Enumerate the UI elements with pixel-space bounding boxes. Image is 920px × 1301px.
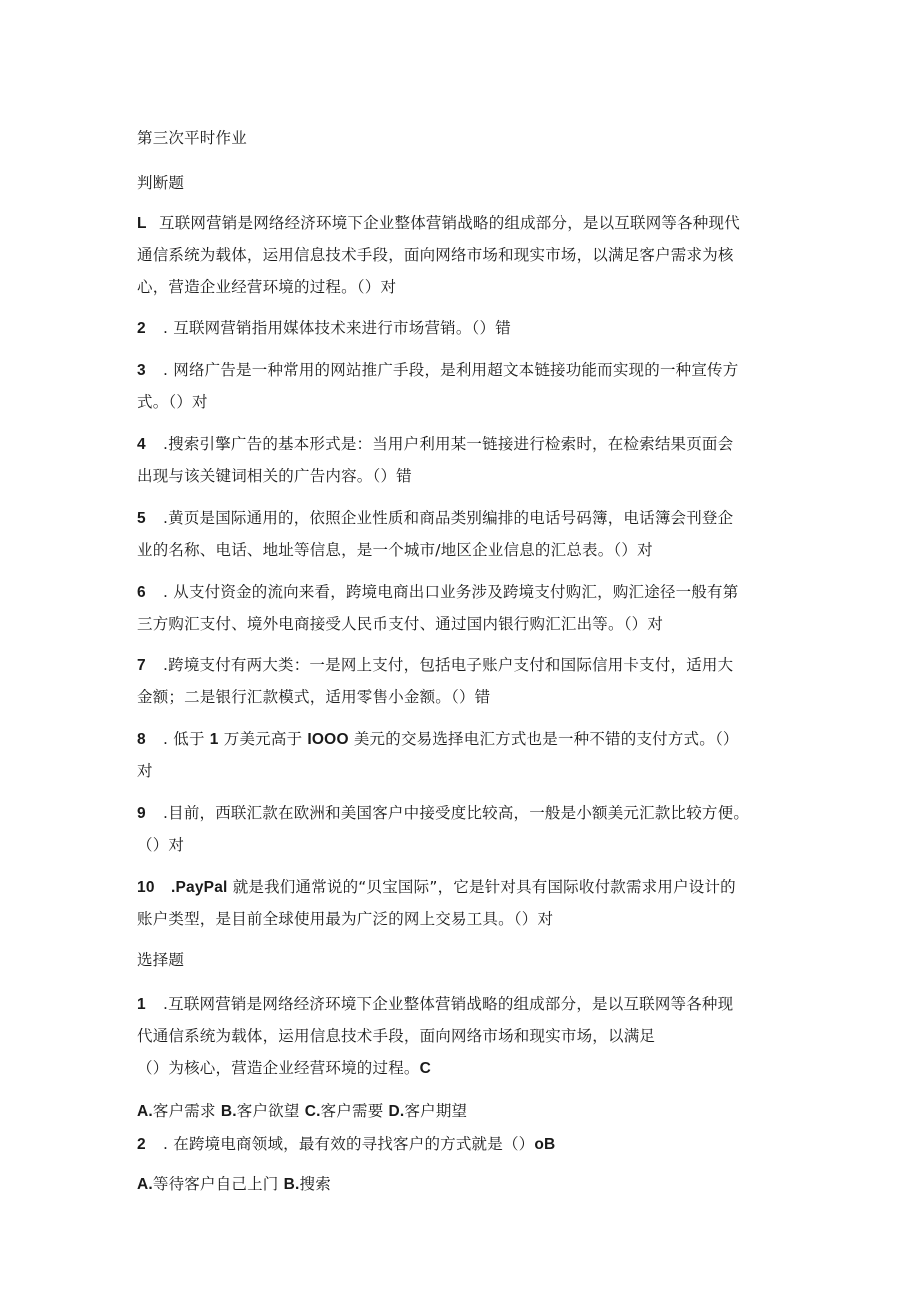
question-number: 7	[137, 657, 146, 674]
tf-question-5-line-2: 业的名称、电话、地址等信息，是一个城市/地区企业信息的汇总表。（）对	[137, 541, 653, 559]
option-text: 客户欲望	[236, 1102, 305, 1120]
question-number: 2	[137, 320, 146, 337]
tf-question-1-line-1: L 互联网营销是网络经济环境下企业整体营销战略的组成部分，是以互联网等各种现代	[137, 214, 740, 232]
option-key: D.	[388, 1103, 405, 1120]
tf-question-1-line-2: 通信系统为载体，运用信息技术手段，面向网络市场和现实市场，以满足客户需求为核	[137, 246, 734, 264]
section-heading-multiple-choice: 选择题	[137, 951, 185, 969]
tf-question-10-line-2: 账户类型，是目前全球使用最为广泛的网上交易工具。（）对	[137, 910, 554, 928]
tf-question-9-line-2: （）对	[137, 836, 185, 854]
tf-question-7-line-2: 金额；二是银行汇款模式，适用零售小金额。（）错	[137, 688, 491, 706]
question-number: 9	[137, 805, 146, 822]
tf-question-2-line-1: 2 . 互联网营销指用媒体技术来进行市场营销。（）错	[137, 319, 511, 337]
question-number: 5	[137, 510, 146, 527]
question-number: 1	[137, 996, 146, 1013]
mc-question-1-line-2: 代通信系统为载体，运用信息技术手段，面向网络市场和现实市场，以满足	[137, 1027, 656, 1045]
question-number: L	[137, 215, 147, 232]
option-text: 等待客户自己上门	[152, 1175, 284, 1193]
option-text: 客户需要	[320, 1102, 389, 1120]
tf-question-10-line-1: 10 .PayPal 就是我们通常说的“贝宝国际”，它是针对具有国际收付款需求用户设计的	[137, 878, 736, 896]
option-key: C.	[304, 1103, 321, 1120]
question-number: 10	[137, 879, 155, 896]
answer-key: C	[419, 1060, 432, 1077]
option-key: A.	[137, 1176, 153, 1193]
question-number: 8	[137, 731, 146, 748]
tf-question-1-line-3: 心，营造企业经营环境的过程。（）对	[137, 278, 397, 296]
tf-question-5-line-1: 5 .黄页是国际通用的，依照企业性质和商品类别编排的电话号码簿，电话簿会刊登企	[137, 509, 734, 527]
tf-question-6-line-2: 三方购汇支付、境外电商接受人民币支付、通过国内银行购汇汇出等。（）对	[137, 615, 664, 633]
document-title: 第三次平时作业	[137, 129, 247, 147]
question-number: 2	[137, 1136, 146, 1153]
question-number: 6	[137, 584, 146, 601]
question-number: 3	[137, 362, 146, 379]
option-text: 客户需求	[152, 1102, 221, 1120]
option-key: B.	[220, 1103, 237, 1120]
mc-question-1-options	[137, 1101, 467, 1122]
tf-question-3-line-2: 式。（）对	[137, 393, 208, 411]
tf-question-8-line-1: 8 . 低于 1 万美元高于 IOOO 美元的交易选择电汇方式也是一种不错的支付方式。（）	[137, 730, 739, 748]
option-key: A.	[137, 1103, 153, 1120]
tf-question-9-line-1: 9 .目前，西联汇款在欧洲和美国客户中接受度比较高，一般是小额美元汇款比较方便。	[137, 804, 750, 822]
tf-question-6-line-1: 6 . 从支付资金的流向来看，跨境电商出口业务涉及跨境支付购汇，购汇途径一般有第	[137, 583, 739, 601]
option-key: B.	[283, 1176, 300, 1193]
tf-question-3-line-1: 3 . 网络广告是一种常用的网站推广手段，是利用超文本链接功能而实现的一种宣传方	[137, 361, 739, 379]
tf-question-4-line-1: 4 .搜索引擎广告的基本形式是：当用户利用某一链接进行检索时，在检索结果页面会	[137, 435, 734, 453]
option-text: 客户期望	[404, 1102, 468, 1120]
section-heading-true-false: 判断题	[137, 174, 185, 192]
tf-question-4-line-2: 出现与该关键词相关的广告内容。（）错	[137, 467, 412, 485]
mc-question-1-line-1: 1 .互联网营销是网络经济环境下企业整体营销战略的组成部分，是以互联网等各种现	[137, 995, 734, 1013]
option-text: 搜索	[299, 1175, 331, 1193]
answer-key: oB	[534, 1136, 556, 1153]
mc-question-1-line-3: （）为核心，营造企业经营环境的过程。C	[137, 1059, 432, 1077]
mc-question-2-options	[137, 1174, 331, 1195]
mc-question-2-line-1: 2 . 在跨境电商领域，最有效的寻找客户的方式就是（）oB	[137, 1135, 556, 1153]
tf-question-7-line-1: 7 .跨境支付有两大类：一是网上支付，包括电子账户支付和国际信用卡支付，适用大	[137, 656, 734, 674]
tf-question-8-line-2: 对	[137, 762, 153, 780]
question-number: 4	[137, 436, 146, 453]
